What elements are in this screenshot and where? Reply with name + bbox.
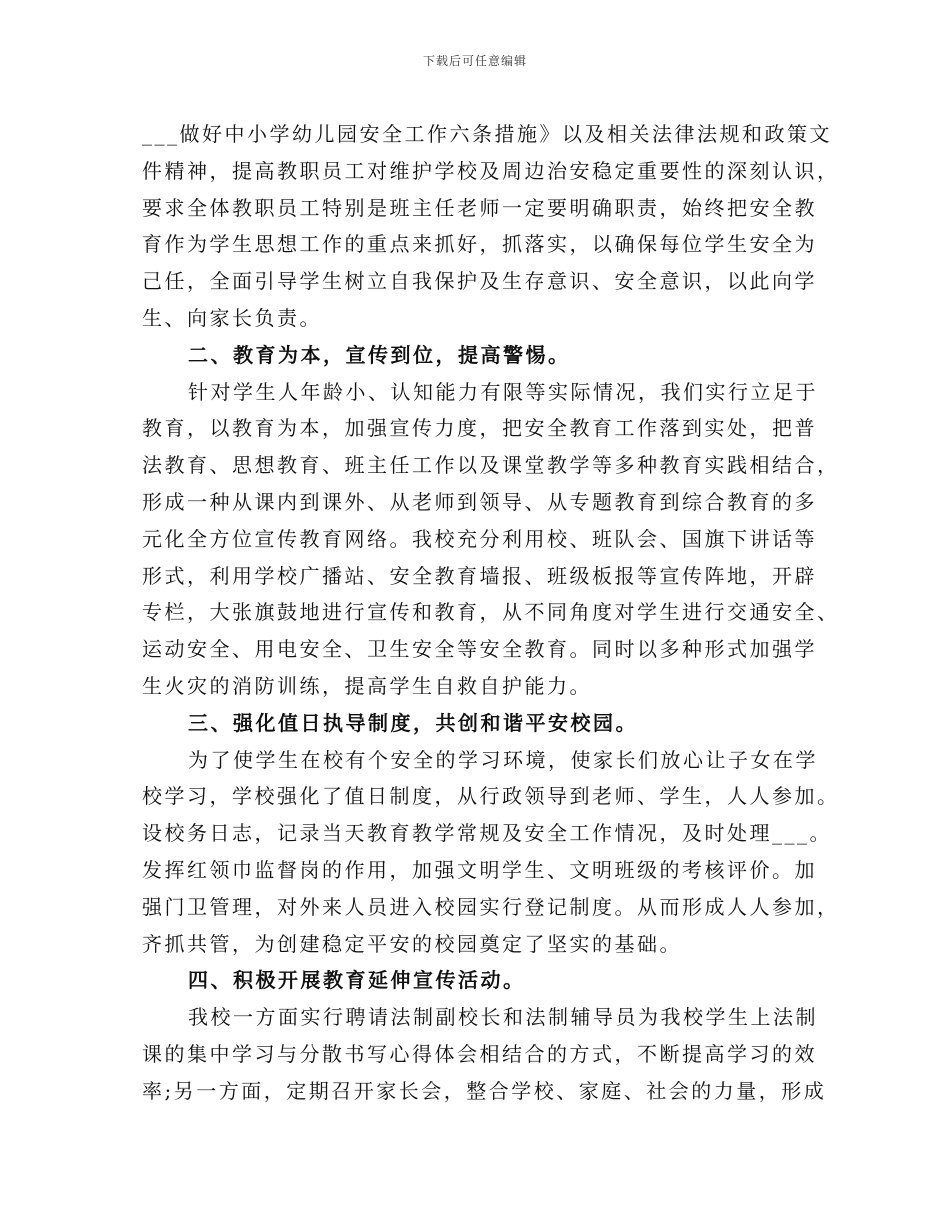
section-heading: 四、积极开展教育延伸宣传活动。	[188, 968, 526, 993]
paragraph-line: 为了使学生在校有个安全的学习环境，使家长们放心让子女在学	[188, 747, 818, 772]
paragraph-line: 法教育、思想教育、班主任工作以及课堂教学等多种教育实践相结合，	[142, 453, 840, 478]
paragraph-line: 发挥红领巾监督岗的作用，加强文明学生、文明班级的考核评价。加	[142, 857, 817, 882]
paragraph-line: ___做好中小学幼儿园安全工作六条措施》以及相关法律法规和政策文	[142, 122, 832, 146]
paragraph-line: 生火灾的消防训练，提高学生自救自护能力。	[142, 673, 592, 698]
paragraph-line: 形式，利用学校广播站、安全教育墙报、班级板报等宣传阵地，开辟	[142, 563, 817, 588]
paragraph-line: 率;另一方面，定期召开家长会，整合学校、家庭、社会的力量，形成	[142, 1078, 827, 1103]
paragraph-line: 齐抓共管，为创建稳定平安的校园奠定了坚实的基础。	[142, 931, 682, 956]
paragraph-line: 专栏，大张旗鼓地进行宣传和教育，从不同角度对学生进行交通安全、	[142, 600, 840, 625]
paragraph-line: 我校一方面实行聘请法制副校长和法制辅导员为我校学生上法制	[188, 1005, 818, 1030]
paragraph-line: 校学习，学校强化了值日制度，从行政领导到老师、学生，人人参加。	[142, 784, 840, 809]
page-header: 下载后可任意编辑	[422, 54, 527, 68]
paragraph-line: 件精神，提高教职员工对维护学校及周边治安稳定重要性的深刻认识，	[142, 158, 840, 183]
paragraph-line: 生、向家长负责。	[142, 305, 322, 330]
paragraph-line: 强门卫管理，对外来人员进入校园实行登记制度。从而形成人人参加，	[142, 894, 840, 919]
paragraph-line: 课的集中学习与分散书写心得体会相结合的方式，不断提高学习的效	[142, 1041, 817, 1066]
section-heading: 二、教育为本，宣传到位，提高警惕。	[188, 342, 571, 367]
paragraph-line: 教育，以教育为本，加强宣传力度，把安全教育工作落到实处，把普	[142, 416, 817, 441]
paragraph-line: 针对学生人年龄小、认知能力有限等实际情况，我们实行立足于	[188, 379, 818, 404]
paragraph-line: 设校务日志，记录当天教育教学常规及安全工作情况，及时处理___。	[142, 821, 832, 846]
paragraph-line: 元化全方位宣传教育网络。我校充分利用校、班队会、国旗下讲话等	[142, 526, 817, 551]
paragraph-line: 形成一种从课内到课外、从老师到领导、从专题教育到综合教育的多	[142, 489, 817, 514]
paragraph-line: 要求全体教职员工特别是班主任老师一定要明确职责，始终把安全教	[142, 195, 817, 220]
section-heading: 三、强化值日执导制度，共创和谐平安校园。	[188, 710, 638, 735]
paragraph-line: 育作为学生思想工作的重点来抓好，抓落实，以确保每位学生安全为	[142, 232, 817, 257]
paragraph-line: 己任，全面引导学生树立自我保护及生存意识、安全意识，以此向学	[142, 269, 817, 294]
paragraph-line: 运动安全、用电安全、卫生安全等安全教育。同时以多种形式加强学	[142, 637, 817, 662]
document-body	[142, 116, 840, 1110]
